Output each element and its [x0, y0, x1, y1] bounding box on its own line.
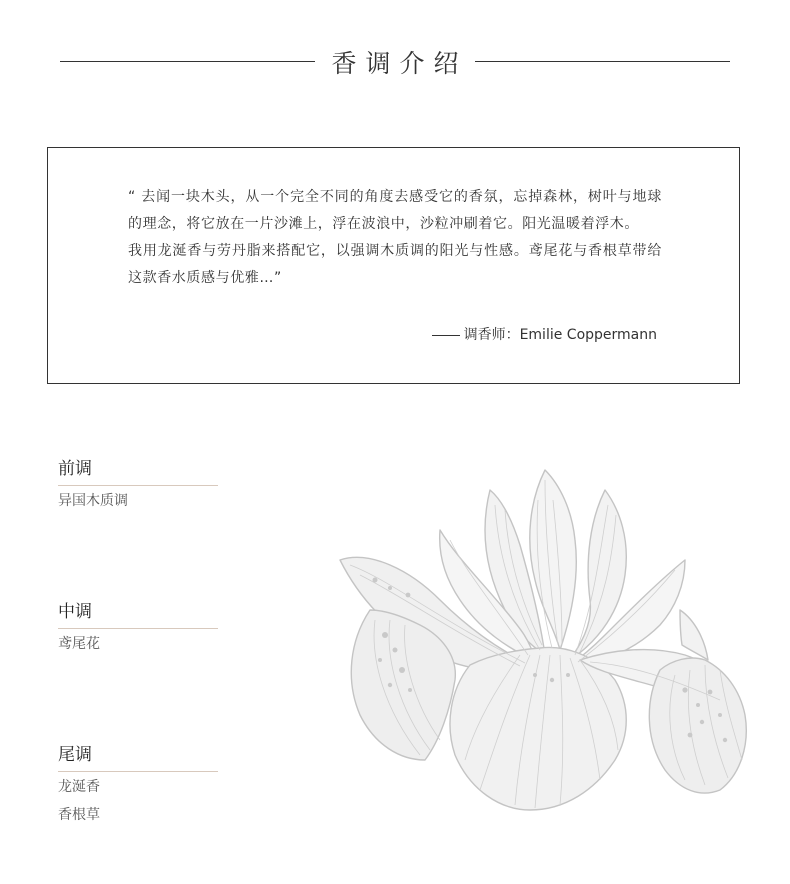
signature-text: 调香师：Emilie Coppermann: [463, 327, 657, 343]
section-header: [60, 42, 730, 82]
quote-signature: [432, 324, 657, 344]
section-title: 香调介绍: [331, 49, 468, 78]
signature-dash: [432, 335, 460, 336]
top-notes-title: 前调: [58, 458, 218, 486]
perfumer-quote-box: [47, 147, 740, 384]
quote-text: [128, 184, 662, 292]
top-notes: [58, 458, 218, 514]
title-divider-left: [60, 61, 315, 62]
top-note-item: 异国木质调: [58, 493, 128, 509]
quote-paragraph-1: “ 去闻一块木头，从一个完全不同的角度去感受它的香氛，忘掉森林，树叶与地球的理念，将它放在一片沙滩上，浮在波浪中，沙粒冲刷着它。阳光温暖着浮木。: [128, 189, 662, 232]
middle-notes-title: 中调: [58, 601, 218, 629]
middle-note-item: 鸢尾花: [58, 636, 100, 652]
base-notes-title: 尾调: [58, 744, 218, 772]
base-notes: [58, 744, 218, 828]
base-note-item: 香根草: [58, 807, 100, 823]
iris-flower-icon: [330, 460, 760, 820]
quote-paragraph-2: 我用龙涎香与劳丹脂来搭配它，以强调木质调的阳光与性感。鸢尾花与香根草带给这款香水质感与优雅…”: [128, 243, 662, 286]
base-note-item: 龙涎香: [58, 779, 100, 795]
middle-notes: [58, 601, 218, 657]
title-divider-right: [475, 61, 730, 62]
